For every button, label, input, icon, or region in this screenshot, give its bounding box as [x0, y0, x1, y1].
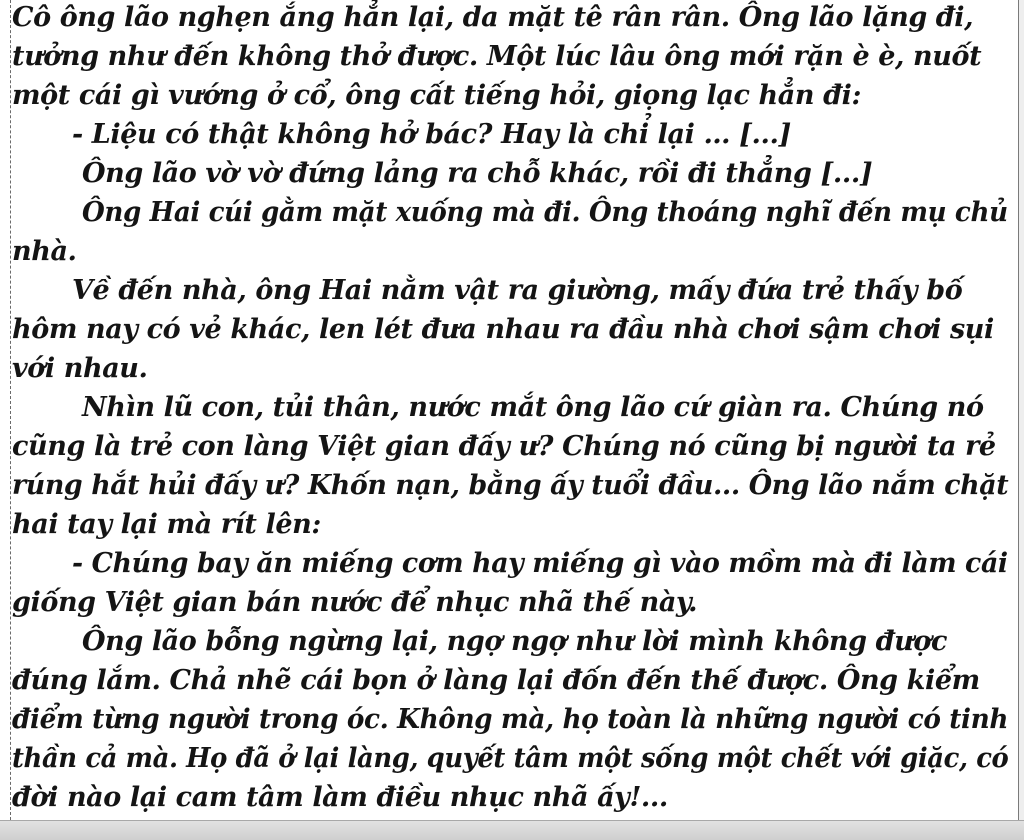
text-line: cũng là trẻ con làng Việt gian đấy ư? Chúng nó cũng bị người ta rẻ [12, 431, 996, 462]
page-right-edge [1018, 0, 1024, 820]
text-line: Ông lão bỗng ngừng lại, ngợ ngợ như lời mình không được [82, 626, 947, 657]
text-line: - Liệu có thật không hở bác? Hay là chỉ lại … [...] [72, 119, 791, 150]
text-line: Ông Hai cúi gằm mặt xuống mà đi. Ông thoáng nghĩ đến mụ chủ [82, 197, 1008, 228]
window-bottom-bar [0, 820, 1024, 840]
left-margin-guide [10, 0, 11, 820]
text-line: thần cả mà. Họ đã ở lại làng, quyết tâm một sống một chết với giặc, có [12, 743, 1009, 774]
text-line: rúng hắt hủi đấy ư? Khốn nạn, bằng ấy tuổi đầu... Ông lão nắm chặt [12, 470, 1009, 501]
text-line: Nhìn lũ con, tủi thân, nước mắt ông lão cứ giàn ra. Chúng nó [82, 392, 984, 423]
text-line: hôm nay có vẻ khác, len lét đưa nhau ra đầu nhà chơi sậm chơi sụi [12, 314, 994, 345]
text-line: hai tay lại mà rít lên: [12, 509, 321, 540]
text-line: điểm từng người trong óc. Không mà, họ toàn là những người có tinh [12, 704, 1009, 735]
text-line: Ông lão vờ vờ đứng lảng ra chỗ khác, rồi đi thẳng [...] [82, 158, 873, 189]
text-line: đời nào lại cam tâm làm điều nhục nhã ấy!... [12, 782, 668, 813]
text-line: - Chúng bay ăn miếng cơm hay miếng gì vào mồm mà đi làm cái [72, 548, 1008, 579]
text-line: Cô ông lão nghẹn ắng hẳn lại, da mặt tê rân rân. Ông lão lặng đi, [12, 2, 974, 33]
text-line: đúng lắm. Chả nhẽ cái bọn ở làng lại đốn đến thế được. Ông kiểm [12, 665, 980, 696]
text-line: tưởng như đến không thở được. Một lúc lâu ông mới rặn è è, nuốt [12, 41, 982, 72]
text-line: với nhau. [12, 353, 148, 384]
text-line: giống Việt gian bán nước để nhục nhã thế này. [12, 587, 698, 618]
text-line: Về đến nhà, ông Hai nằm vật ra giường, mấy đứa trẻ thấy bố [72, 275, 963, 306]
text-line: nhà. [12, 236, 77, 267]
text-line: một cái gì vướng ở cổ, ông cất tiếng hỏi, giọng lạc hẳn đi: [12, 80, 862, 111]
